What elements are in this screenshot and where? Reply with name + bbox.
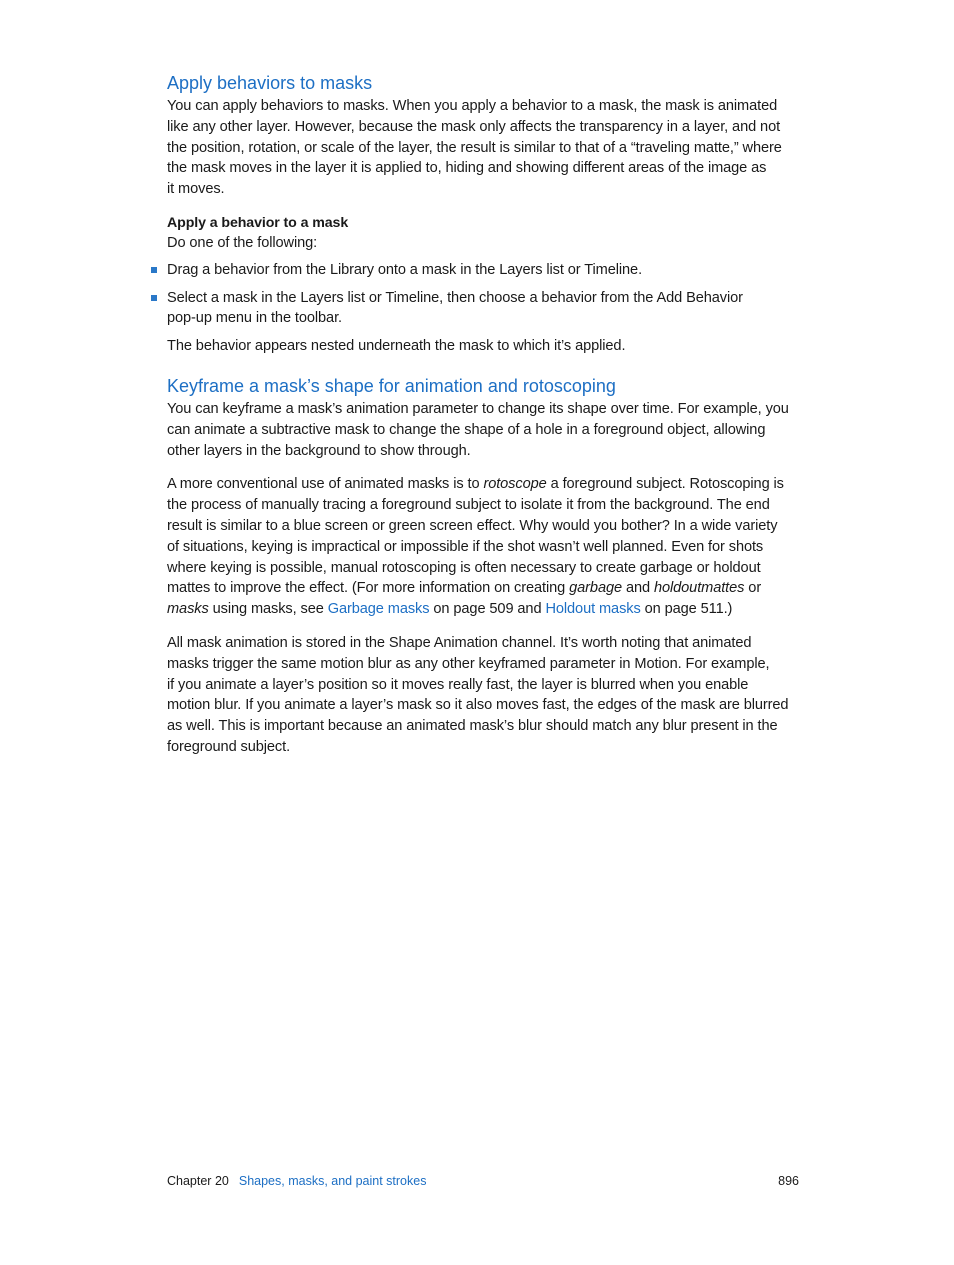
task-result: The behavior appears nested underneath the mask to which it’s applied. xyxy=(167,338,626,355)
text-line: can animate a subtractive mask to change the shape of a hole in a foreground object, allowing xyxy=(167,421,766,438)
text-line: Select a mask in the Layers list or Timeline, then choose a behavior from the Add Behavior xyxy=(167,289,743,306)
emphasis-term: rotoscope xyxy=(483,476,547,493)
emphasis-term: garbage xyxy=(569,580,622,597)
text-line: You can apply behaviors to masks. When you apply a behavior to a mask, the mask is animated xyxy=(167,98,778,114)
text-run: on page 511.) xyxy=(640,601,733,618)
emphasis-term: holdoutmattes xyxy=(653,580,745,597)
text-line: of situations, keying is impractical or impossible if the shot wasn’t well planned. Even for shots xyxy=(167,538,764,555)
paragraph-apply-behaviors-intro xyxy=(167,96,799,200)
text-run: A more conventional use of animated masks is to xyxy=(167,476,484,493)
text-line: the mask moves in the layer it is applied to, hiding and showing different areas of the image as xyxy=(167,160,767,177)
heading-apply-behaviors: Apply behaviors to masks xyxy=(167,73,373,93)
text-run: or xyxy=(744,580,762,597)
paragraph-rotoscope xyxy=(167,474,799,620)
text-line: as well. This is important because an animated mask’s blur should match any blur present in the xyxy=(167,718,778,735)
text-run: using masks, see xyxy=(208,601,328,618)
text-run: and xyxy=(622,580,654,597)
text-line: All mask animation is stored in the Shape Animation channel. It’s worth noting that animated xyxy=(167,634,752,651)
text-line: motion blur. If you animate a layer’s mask so it also moves fast, the edges of the mask are blurred xyxy=(167,697,789,714)
text-line: it moves. xyxy=(167,181,225,198)
text-line: You can keyframe a mask’s animation parameter to change its shape over time. For example, you xyxy=(167,400,789,417)
text-line: foreground subject. xyxy=(167,738,291,755)
square-bullet-icon xyxy=(151,295,157,301)
footer-chapter: Chapter 20 xyxy=(167,1174,229,1188)
text-line: other layers in the background to show through. xyxy=(167,442,471,459)
text-line: pop-up menu in the toolbar. xyxy=(167,310,342,327)
task-title: Apply a behavior to a mask xyxy=(167,214,349,231)
heading-keyframe-mask-shape: Keyframe a mask’s shape for animation and rotoscoping xyxy=(167,375,616,396)
task-lead: Do one of the following: xyxy=(167,234,318,251)
text-run: on page 509 and xyxy=(429,601,546,618)
list-item xyxy=(167,288,799,330)
text-line: where keying is possible, manual rotoscoping is often necessary to create garbage or holdout xyxy=(167,559,761,576)
page-footer xyxy=(167,1172,799,1190)
page-content xyxy=(167,72,799,758)
text-line: the process of manually tracing a foreground subject to isolate it from the background. The end xyxy=(167,497,770,514)
emphasis-term: masks xyxy=(167,601,209,618)
paragraph-shape-animation xyxy=(167,633,799,758)
text-line: like any other layer. However, because the mask only affects the transparency in a layer, and not xyxy=(167,118,781,135)
text-line: the position, rotation, or scale of the layer, the result is similar to that of a “traveling matte,” where xyxy=(167,139,782,156)
text-line: result is similar to a blue screen or green screen effect. Why would you bother? In a wide variety xyxy=(167,517,778,534)
paragraph-keyframe-intro xyxy=(167,399,799,461)
text-line: Drag a behavior from the Library onto a mask in the Layers list or Timeline. xyxy=(167,261,643,278)
link-holdout-masks[interactable]: Holdout masks xyxy=(545,601,641,618)
text-line: if you animate a layer’s position so it moves really fast, the layer is blurred when you enable xyxy=(167,676,749,693)
square-bullet-icon xyxy=(151,267,157,273)
text-run: mattes to improve the effect. (For more information on creating xyxy=(167,580,570,597)
text-run: a foreground subject. Rotoscoping is xyxy=(546,476,784,493)
footer-page-number: 896 xyxy=(778,1174,799,1188)
footer-chapter-title-link[interactable]: Shapes, masks, and paint strokes xyxy=(238,1174,427,1188)
list-item xyxy=(167,260,799,281)
link-garbage-masks[interactable]: Garbage masks xyxy=(327,601,430,618)
text-line: masks trigger the same motion blur as any other keyframed parameter in Motion. For example, xyxy=(167,655,770,672)
bullet-list xyxy=(167,260,799,329)
